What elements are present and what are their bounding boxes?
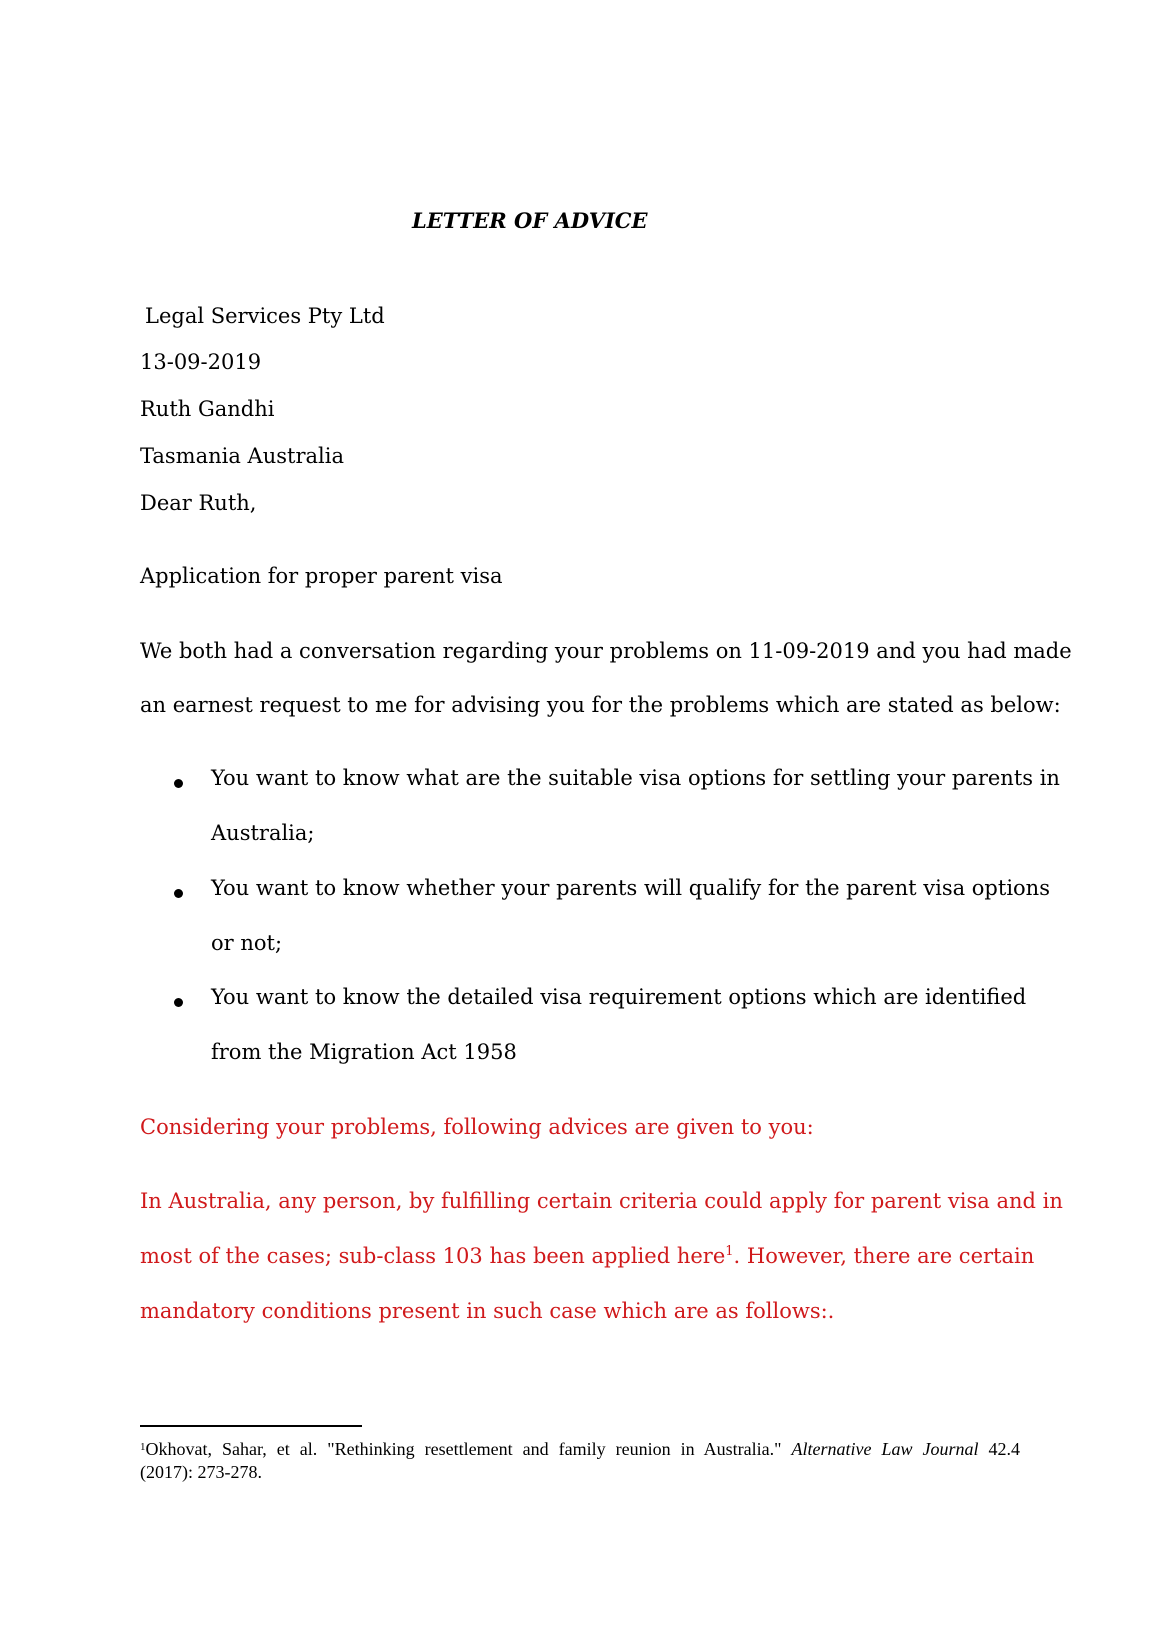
footnote-citation: Okhovat, Sahar, et al. "Rethinking resettlement and family reunion in Australia." [145, 1439, 792, 1459]
bullet-icon [174, 779, 183, 788]
footnote-volume: 42.4 [978, 1439, 1021, 1459]
footnote-line-2: (2017): 273-278. [140, 1462, 262, 1482]
bullet-icon [174, 998, 183, 1007]
footnote-separator [140, 1425, 362, 1427]
intro-paragraph-line-1: We both had a conversation regarding your problems on 11-09-2019 and you had made [140, 639, 1072, 663]
bullet-item-1-line-1: You want to know what are the suitable visa options for settling your parents in [211, 766, 1060, 790]
recipient-name: Ruth Gandhi [140, 397, 275, 421]
letter-date: 13-09-2019 [140, 350, 262, 374]
advice-paragraph-line-1: In Australia, any person, by fulfilling certain criteria could apply for parent visa and in [140, 1189, 1063, 1213]
bullet-item-2-line-1: You want to know whether your parents will qualify for the parent visa options [211, 876, 1050, 900]
recipient-location: Tasmania Australia [140, 444, 344, 468]
footnote [140, 1438, 1020, 1484]
advice-paragraph-line-2 [140, 1243, 1035, 1269]
footnote-marker: 1 [140, 1441, 146, 1453]
intro-paragraph-line-2: an earnest request to me for advising you for the problems which are stated as below: [140, 693, 1061, 717]
sender-name: Legal Services Pty Ltd [145, 304, 385, 328]
salutation: Dear Ruth, [140, 491, 257, 515]
footnote-journal: Alternative Law Journal [791, 1439, 979, 1459]
bullet-item-2-line-2: or not; [211, 931, 283, 955]
advice-heading: Considering your problems, following advices are given to you: [140, 1115, 814, 1139]
subject-line: Application for proper parent visa [140, 564, 503, 588]
footnote-line-1 [140, 1438, 1020, 1461]
advice-paragraph-line-3: mandatory conditions present in such case which are as follows:. [140, 1299, 835, 1323]
bullet-icon [174, 889, 183, 898]
bullet-item-1-line-2: Australia; [211, 821, 315, 845]
bullet-item-3-line-2: from the Migration Act 1958 [211, 1040, 517, 1064]
advice-line-2-text: most of the cases; sub-class 103 has been applied here [140, 1244, 726, 1268]
footnote-reference: 1 [725, 1244, 734, 1259]
advice-line-2-continuation: . However, there are certain [733, 1244, 1035, 1268]
bullet-item-3-line-1: You want to know the detailed visa requirement options which are identified [211, 985, 1027, 1009]
letter-title: LETTER OF ADVICE [412, 208, 648, 233]
